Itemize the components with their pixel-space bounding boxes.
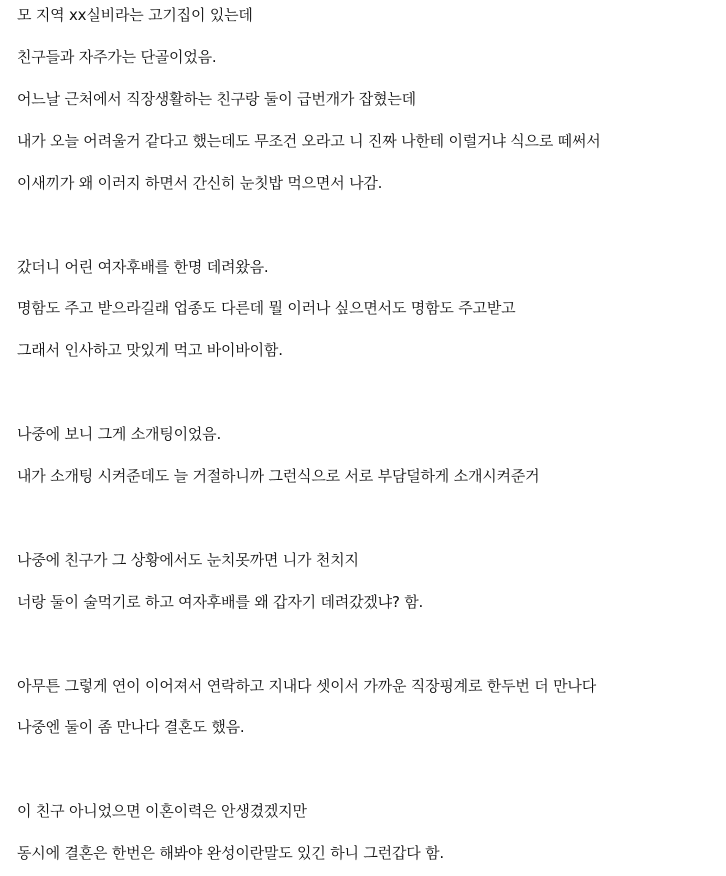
text-line-3: 어느날 근처에서 직장생활하는 친구랑 둘이 급번개가 잡혔는데 xyxy=(17,90,416,108)
text-line-14: 나중엔 둘이 좀 만나다 결혼도 했음. xyxy=(17,718,245,736)
text-line-4: 내가 오늘 어려울거 같다고 했는데도 무조건 오라고 니 진짜 나한테 이럴거냐 식으로 떼써서 xyxy=(17,132,601,150)
text-line-7: 명함도 주고 받으라길래 업종도 다른데 뭘 이러나 싶으면서도 명함도 주고받고 xyxy=(17,299,516,317)
text-line-6: 갔더니 어린 여자후배를 한명 데려왔음. xyxy=(17,258,269,276)
text-line-16: 동시에 결혼은 한번은 해봐야 완성이란말도 있긴 하니 그런갑다 함. xyxy=(17,844,444,862)
text-line-13: 아무튼 그렇게 연이 이어져서 연락하고 지내다 셋이서 가까운 직장핑계로 한두번 더 만나다 xyxy=(17,677,596,695)
text-line-2: 친구들과 자주가는 단골이었음. xyxy=(17,48,217,66)
text-line-1: 모 지역 xx실비라는 고기집이 있는데 xyxy=(17,6,253,24)
text-line-5: 이새끼가 왜 이러지 하면서 간신히 눈칫밥 먹으면서 나감. xyxy=(17,174,383,192)
text-line-11: 나중에 친구가 그 상황에서도 눈치못까면 니가 천치지 xyxy=(17,551,359,569)
text-line-12: 너랑 둘이 술먹기로 하고 여자후배를 왜 갑자기 데려갔겠냐? 함. xyxy=(17,593,424,611)
text-line-9: 나중에 보니 그게 소개팅이었음. xyxy=(17,425,222,443)
text-line-8: 그래서 인사하고 맛있게 먹고 바이바이함. xyxy=(17,341,283,359)
text-line-10: 내가 소개팅 시켜준데도 늘 거절하니까 그런식으로 서로 부담덜하게 소개시켜준거 xyxy=(17,467,540,485)
text-line-15: 이 친구 아니었으면 이혼이력은 안생겼겠지만 xyxy=(17,802,307,820)
